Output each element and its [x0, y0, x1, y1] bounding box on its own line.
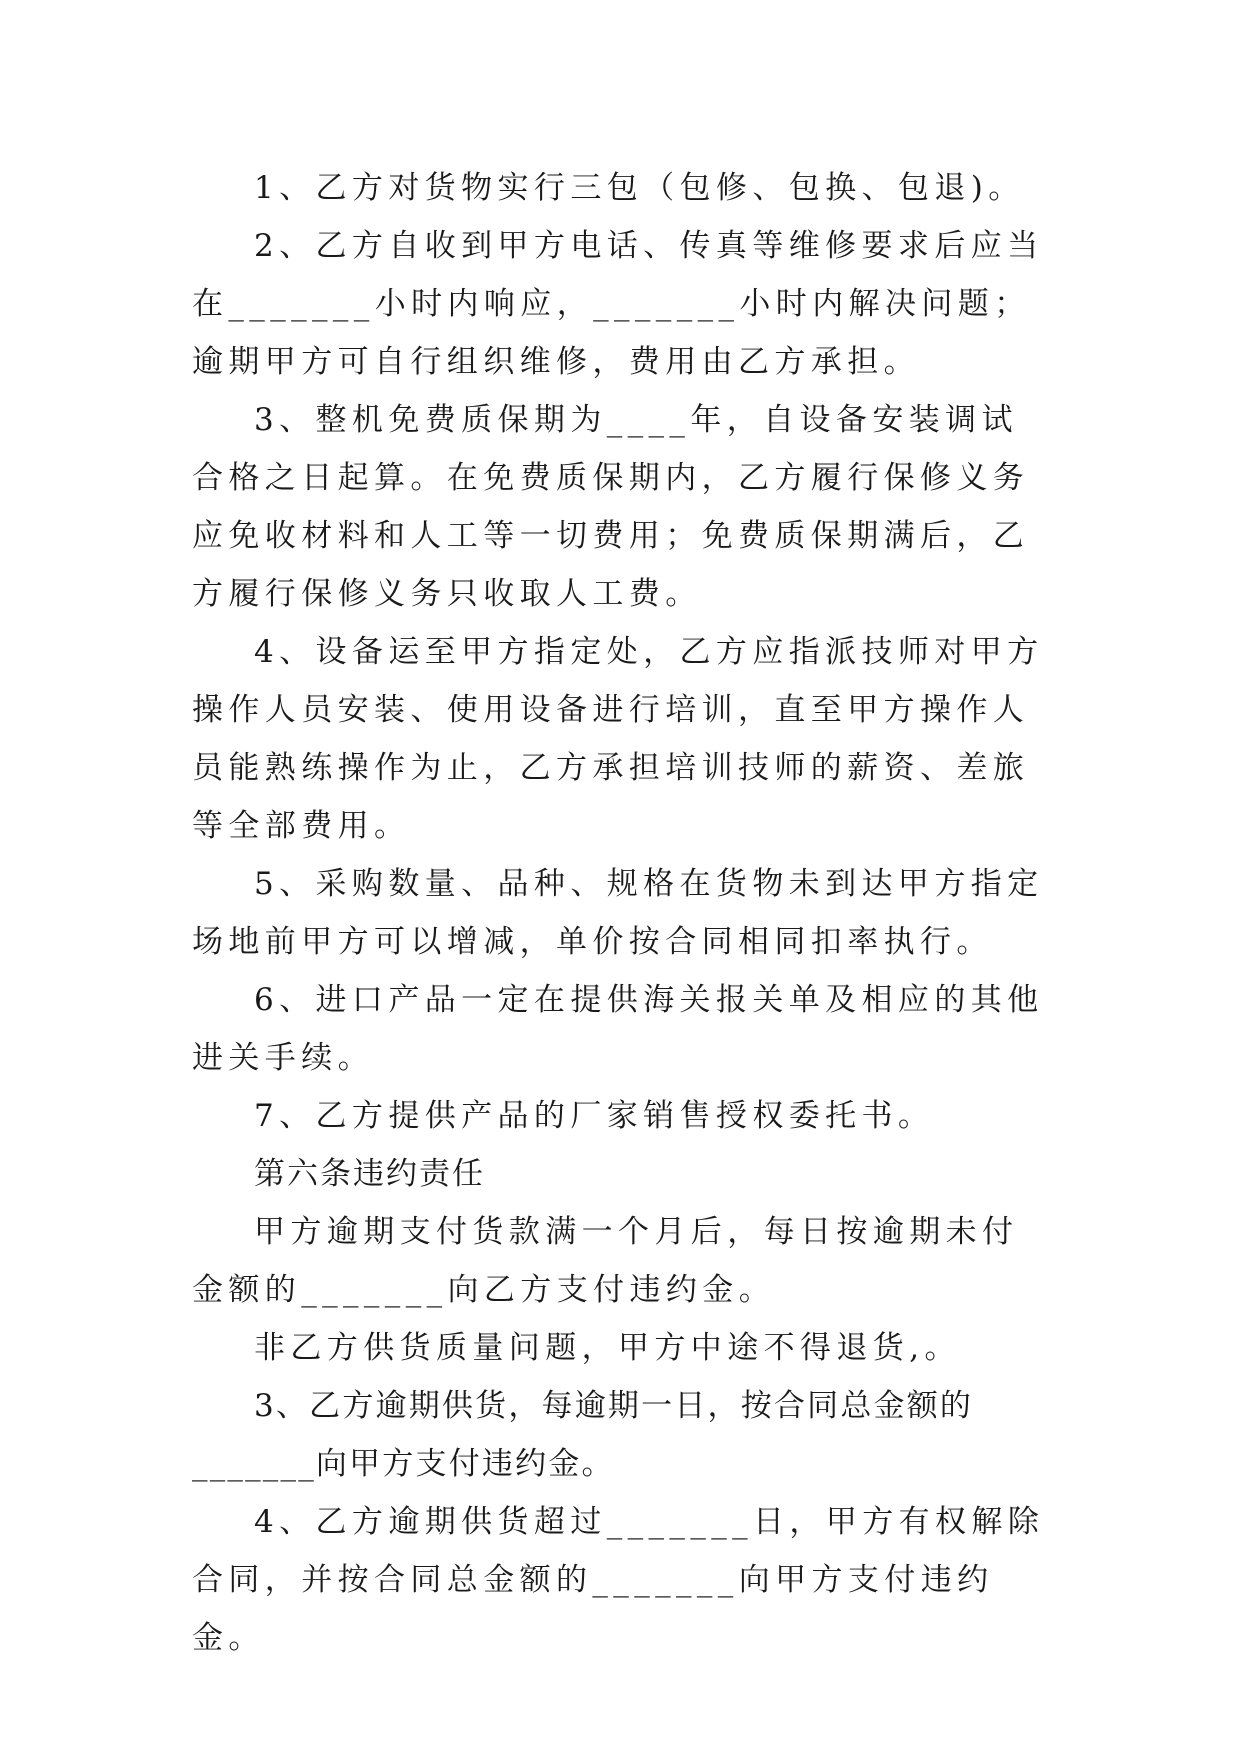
document-body [192, 159, 1050, 1667]
paragraph-warranty-three-guarantees: 1、乙方对货物实行三包（包修、包换、包退)。 [254, 170, 1025, 206]
section-heading-breach-liability: 第六条违约责任 [254, 1156, 485, 1192]
paragraph-import-documents: 6、进口产品一定在提供海关报关单及相应的其他进关手续。 [192, 982, 1044, 1076]
paragraph-quantity-adjustment: 5、采购数量、品种、规格在货物未到达甲方指定场地前甲方可以增减，单价按合同相同扣率执行。 [192, 866, 1044, 960]
paragraph-authorization-letter: 7、乙方提供产品的厂家销售授权委托书。 [254, 1098, 935, 1134]
paragraph-late-delivery-penalty: 3、乙方逾期供货，每逾期一日，按合同总金额的_______向甲方支付违约金。 [192, 1388, 974, 1482]
paragraph-repair-response: 2、乙方自收到甲方电话、传真等维修要求后应当在_______小时内响应，_______小时内解决问题；逾期甲方可自行组织维修，费用由乙方承担。 [192, 228, 1044, 380]
paragraph-late-payment-penalty: 甲方逾期支付货款满一个月后，每日按逾期未付金额的_______向乙方支付违约金。 [192, 1214, 1019, 1308]
paragraph-warranty-period: 3、整机免费质保期为____年，自设备安装调试合格之日起算。在免费质保期内，乙方履行保修义务应免收材料和人工等一切费用；免费质保期满后，乙方履行保修义务只收取人工费。 [192, 402, 1030, 612]
paragraph-no-return: 非乙方供货质量问题，甲方中途不得退货,。 [254, 1330, 961, 1366]
paragraph-contract-termination: 4、乙方逾期供货超过_______日，甲方有权解除合同，并按合同总金额的_______向甲方支付违约金。 [192, 1504, 1045, 1656]
paragraph-installation-training: 4、设备运至甲方指定处，乙方应指派技师对甲方操作人员安装、使用设备进行培训，直至甲方操作人员能熟练操作为止，乙方承担培训技师的薪资、差旅等全部费用。 [192, 634, 1044, 844]
